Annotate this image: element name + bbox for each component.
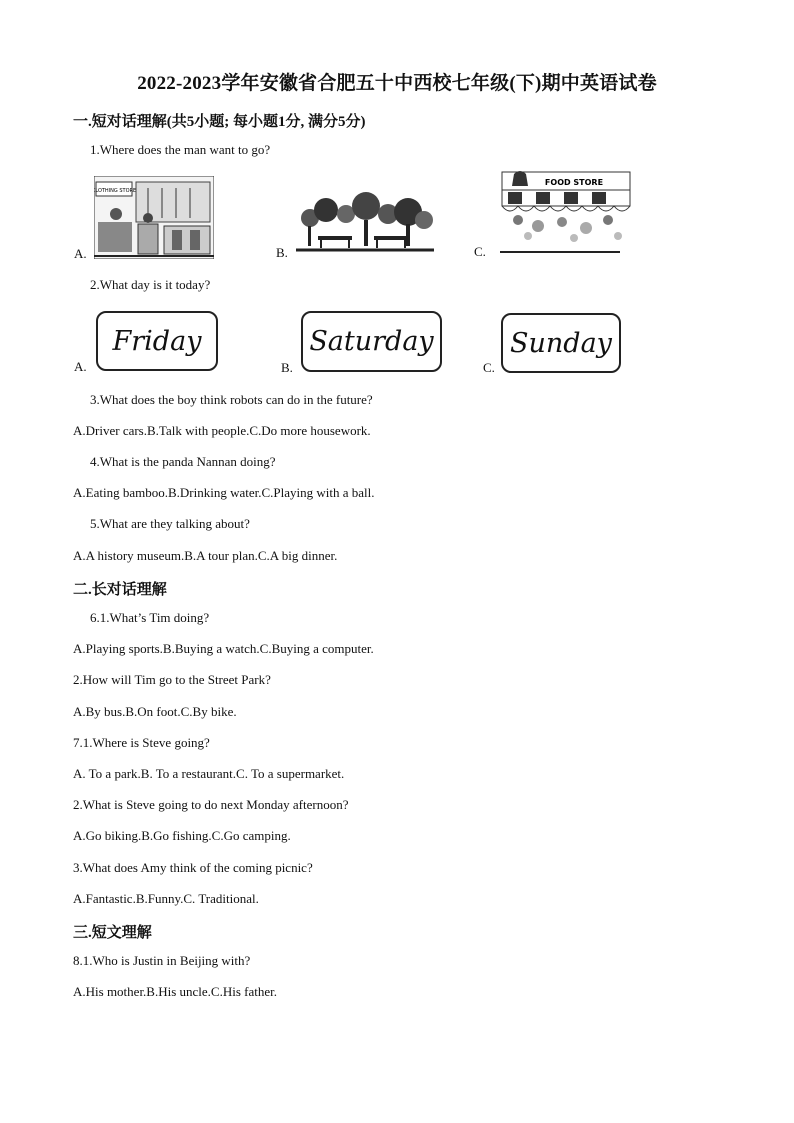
page-title: 2022-2023学年安徽省合肥五十中西校七年级(下)期中英语试卷 [137, 73, 657, 94]
q2-option-a-label: A. [74, 359, 87, 374]
question-5-options: A.A history museum.B.A tour plan.C.A big dinner. [73, 548, 338, 563]
question-5-stem: 5.What are they talking about? [90, 516, 250, 531]
question-7-1-options: A. To a park.B. To a restaurant.C. To a supermarket. [73, 766, 345, 781]
question-1-stem: 1.Where does the man want to go? [90, 142, 271, 157]
question-3-stem: 3.What does the boy think robots can do in the future? [90, 392, 373, 407]
section-heading-1: 一.短对话理解(共5小题; 每小题1分, 满分5分) [73, 114, 366, 130]
food-store-sign: FOOD STORE [544, 178, 604, 187]
question-4-stem: 4.What is the panda Nannan doing? [90, 454, 276, 469]
question-8-1-stem: 8.1.Who is Justin in Beijing with? [73, 953, 251, 968]
clothing-store-sign: CLOTHING STORE [94, 188, 137, 194]
question-3-options: A.Driver cars.B.Talk with people.C.Do more housework. [73, 423, 371, 438]
question-7-3-options: A.Fantastic.B.Funny.C. Traditional. [73, 891, 259, 906]
question-6-2-stem: 2.How will Tim go to the Street Park? [73, 672, 271, 687]
section-heading-3: 三.短文理解 [73, 925, 152, 941]
q1-option-a-label: A. [74, 246, 87, 261]
q1-option-b-label: B. [276, 245, 288, 260]
section-heading-2: 二.长对话理解 [73, 582, 167, 598]
q2-option-b-label: B. [281, 360, 293, 375]
question-7-2-options: A.Go biking.B.Go fishing.C.Go camping. [73, 828, 291, 843]
saturday-card: Saturday [301, 311, 442, 372]
question-2-stem: 2.What day is it today? [90, 277, 211, 292]
question-6-2-options: A.By bus.B.On foot.C.By bike. [73, 704, 237, 719]
question-7-3-stem: 3.What does Amy think of the coming picnic? [73, 860, 313, 875]
q2-option-c-label: C. [483, 360, 495, 375]
sunday-card: Sunday [501, 313, 621, 373]
question-4-options: A.Eating bamboo.B.Drinking water.C.Playing with a ball. [73, 485, 375, 500]
friday-card: Friday [96, 311, 218, 371]
food-store-image [498, 170, 634, 256]
q1-option-c-label: C. [474, 244, 486, 259]
question-6-1-stem: 6.1.What’s Tim doing? [90, 610, 210, 625]
clothing-store-image [94, 176, 214, 259]
park-image [296, 192, 434, 254]
question-7-1-stem: 7.1.Where is Steve going? [73, 735, 210, 750]
question-7-2-stem: 2.What is Steve going to do next Monday afternoon? [73, 797, 349, 812]
question-8-1-options: A.His mother.B.His uncle.C.His father. [73, 984, 278, 999]
question-6-1-options: A.Playing sports.B.Buying a watch.C.Buying a computer. [73, 641, 374, 656]
